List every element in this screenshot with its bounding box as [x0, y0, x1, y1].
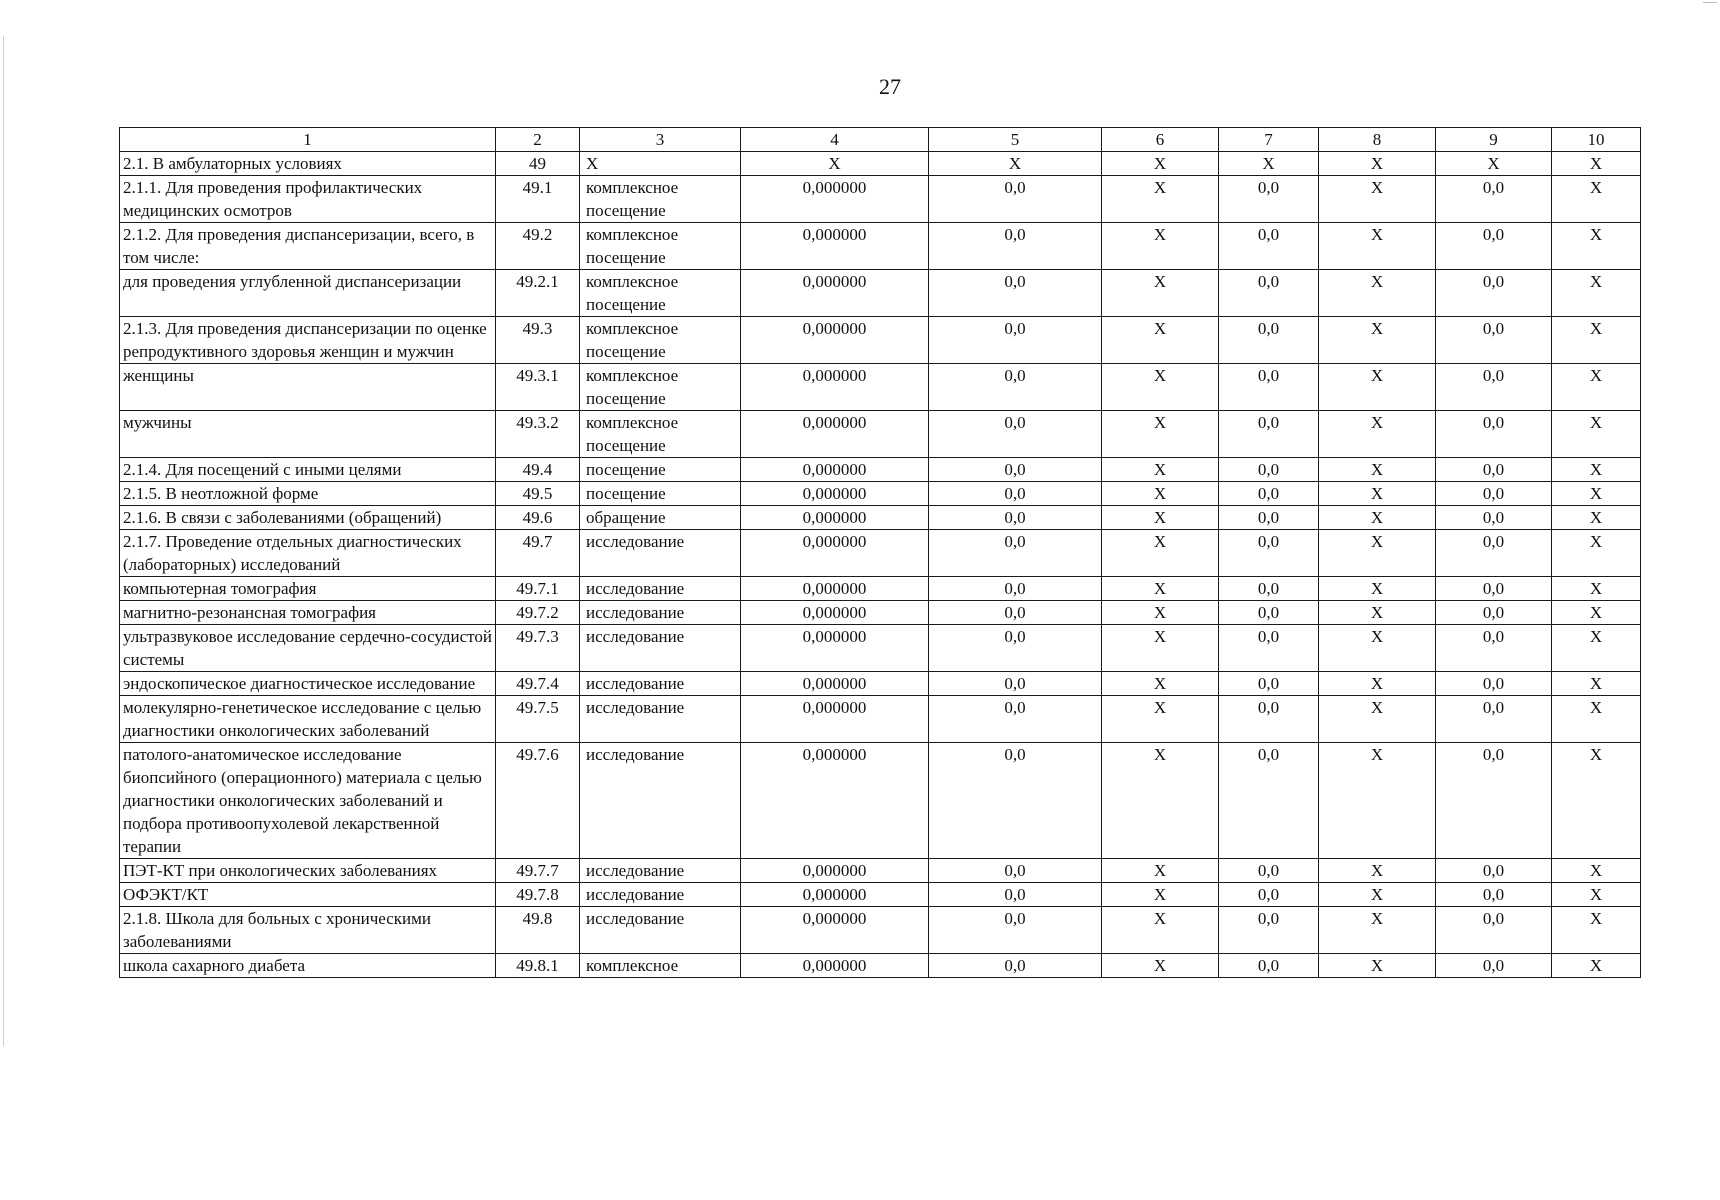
table-cell-col-2: 49.7.6 [496, 743, 580, 859]
table-cell-col-9: 0,0 [1436, 176, 1552, 223]
table-cell-col-3: посещение [580, 482, 741, 506]
table-cell-col-5: 0,0 [929, 364, 1102, 411]
table-cell-col-3: комплексное посещение [580, 176, 741, 223]
column-header: 8 [1319, 128, 1436, 152]
table-cell-col-6: Х [1102, 577, 1219, 601]
table-cell-col-8: Х [1319, 270, 1436, 317]
table-cell-col-7: 0,0 [1219, 907, 1319, 954]
table-cell-col-4: 0,000000 [741, 883, 929, 907]
table-cell-col-1: женщины [120, 364, 496, 411]
table-cell-col-3: исследование [580, 883, 741, 907]
table-cell-col-10: Х [1552, 364, 1641, 411]
table-cell-col-2: 49.7.3 [496, 625, 580, 672]
table-cell-col-6: Х [1102, 411, 1219, 458]
table-cell-col-3: исследование [580, 696, 741, 743]
table-cell-col-9: 0,0 [1436, 482, 1552, 506]
table-cell-col-7: 0,0 [1219, 954, 1319, 978]
table-cell-col-3: исследование [580, 577, 741, 601]
table-row [120, 672, 1641, 696]
table-cell-col-2: 49.3.2 [496, 411, 580, 458]
table-cell-col-6: Х [1102, 317, 1219, 364]
table-cell-col-1: патолого-анатомическое исследование биопсийного (операционного) материала с целью диагностики онкологических заболеваний и подбора противоопухолевой лекарственной терапии [120, 743, 496, 859]
table-cell-col-2: 49.8.1 [496, 954, 580, 978]
table-cell-col-3: комплексное посещение [580, 270, 741, 317]
table-cell-col-10: Х [1552, 506, 1641, 530]
table-cell-col-6: Х [1102, 859, 1219, 883]
table-cell-col-4: 0,000000 [741, 506, 929, 530]
table-cell-col-7: 0,0 [1219, 458, 1319, 482]
header-row [120, 128, 1641, 152]
table-cell-col-9: 0,0 [1436, 270, 1552, 317]
table-cell-col-3: исследование [580, 743, 741, 859]
table-cell-col-6: Х [1102, 625, 1219, 672]
table-cell-col-1: 2.1. В амбулаторных условиях [120, 152, 496, 176]
table-cell-col-5: 0,0 [929, 458, 1102, 482]
table-cell-col-3: Х [580, 152, 741, 176]
table-cell-col-10: Х [1552, 411, 1641, 458]
table-cell-col-10: Х [1552, 954, 1641, 978]
column-header: 6 [1102, 128, 1219, 152]
table-cell-col-4: 0,000000 [741, 411, 929, 458]
table-cell-col-5: 0,0 [929, 530, 1102, 577]
table-cell-col-4: 0,000000 [741, 364, 929, 411]
table-cell-col-9: 0,0 [1436, 458, 1552, 482]
table-cell-col-8: Х [1319, 458, 1436, 482]
table-cell-col-1: 2.1.5. В неотложной форме [120, 482, 496, 506]
table-cell-col-5: 0,0 [929, 223, 1102, 270]
table-cell-col-8: Х [1319, 907, 1436, 954]
column-header: 1 [120, 128, 496, 152]
table-cell-col-7: 0,0 [1219, 176, 1319, 223]
table-cell-col-10: Х [1552, 223, 1641, 270]
table-cell-col-10: Х [1552, 577, 1641, 601]
table-cell-col-6: Х [1102, 176, 1219, 223]
table-cell-col-6: Х [1102, 883, 1219, 907]
table-row [120, 364, 1641, 411]
table-cell-col-6: Х [1102, 458, 1219, 482]
table-cell-col-10: Х [1552, 482, 1641, 506]
table-cell-col-6: Х [1102, 954, 1219, 978]
table-cell-col-4: 0,000000 [741, 223, 929, 270]
column-header: 2 [496, 128, 580, 152]
table-cell-col-2: 49.7.2 [496, 601, 580, 625]
table-cell-col-5: 0,0 [929, 601, 1102, 625]
table-cell-col-10: Х [1552, 625, 1641, 672]
table-cell-col-5: 0,0 [929, 482, 1102, 506]
table-cell-col-1: 2.1.6. В связи с заболеваниями (обращений) [120, 506, 496, 530]
table-row [120, 270, 1641, 317]
table-cell-col-4: Х [741, 152, 929, 176]
table-row [120, 411, 1641, 458]
table-cell-col-1: для проведения углубленной диспансеризации [120, 270, 496, 317]
table-cell-col-10: Х [1552, 530, 1641, 577]
table-cell-col-9: 0,0 [1436, 883, 1552, 907]
table-cell-col-4: 0,000000 [741, 907, 929, 954]
table-cell-col-9: 0,0 [1436, 601, 1552, 625]
table-cell-col-6: Х [1102, 601, 1219, 625]
table-cell-col-9: 0,0 [1436, 859, 1552, 883]
table-cell-col-9: 0,0 [1436, 954, 1552, 978]
table-row [120, 176, 1641, 223]
table-cell-col-4: 0,000000 [741, 696, 929, 743]
table-cell-col-4: 0,000000 [741, 601, 929, 625]
table-cell-col-9: 0,0 [1436, 364, 1552, 411]
table-cell-col-2: 49 [496, 152, 580, 176]
table-cell-col-4: 0,000000 [741, 954, 929, 978]
table-cell-col-10: Х [1552, 458, 1641, 482]
table-cell-col-1: школа сахарного диабета [120, 954, 496, 978]
table-cell-col-2: 49.1 [496, 176, 580, 223]
table-cell-col-4: 0,000000 [741, 176, 929, 223]
table-cell-col-10: Х [1552, 176, 1641, 223]
table-cell-col-2: 49.3 [496, 317, 580, 364]
column-header: 4 [741, 128, 929, 152]
table-cell-col-3: исследование [580, 859, 741, 883]
table-cell-col-3: исследование [580, 672, 741, 696]
table-cell-col-10: Х [1552, 743, 1641, 859]
table-cell-col-7: 0,0 [1219, 625, 1319, 672]
table-cell-col-7: 0,0 [1219, 223, 1319, 270]
table-cell-col-1: 2.1.3. Для проведения диспансеризации по оценке репродуктивного здоровья женщин и мужчин [120, 317, 496, 364]
table-cell-col-9: 0,0 [1436, 577, 1552, 601]
table-cell-col-8: Х [1319, 743, 1436, 859]
table-cell-col-5: 0,0 [929, 954, 1102, 978]
table-cell-col-9: 0,0 [1436, 411, 1552, 458]
table-cell-col-7: 0,0 [1219, 530, 1319, 577]
table-cell-col-1: 2.1.8. Школа для больных с хроническими заболеваниями [120, 907, 496, 954]
table-cell-col-6: Х [1102, 223, 1219, 270]
table-row [120, 317, 1641, 364]
table-cell-col-8: Х [1319, 530, 1436, 577]
table-cell-col-8: Х [1319, 411, 1436, 458]
table-cell-col-1: 2.1.2. Для проведения диспансеризации, всего, в том числе: [120, 223, 496, 270]
table-row [120, 506, 1641, 530]
table-cell-col-5: 0,0 [929, 176, 1102, 223]
table-cell-col-1: эндоскопическое диагностическое исследование [120, 672, 496, 696]
table-row [120, 625, 1641, 672]
table-cell-col-9: Х [1436, 152, 1552, 176]
table-cell-col-8: Х [1319, 482, 1436, 506]
table-cell-col-7: 0,0 [1219, 696, 1319, 743]
table-cell-col-3: посещение [580, 458, 741, 482]
table-cell-col-3: комплексное посещение [580, 223, 741, 270]
table-cell-col-3: исследование [580, 625, 741, 672]
table-cell-col-6: Х [1102, 506, 1219, 530]
table-row [120, 601, 1641, 625]
table-cell-col-6: Х [1102, 743, 1219, 859]
table-cell-col-9: 0,0 [1436, 696, 1552, 743]
table-cell-col-1: компьютерная томография [120, 577, 496, 601]
table-cell-col-8: Х [1319, 625, 1436, 672]
table-cell-col-1: ПЭТ-КТ при онкологических заболеваниях [120, 859, 496, 883]
table-cell-col-8: Х [1319, 601, 1436, 625]
table-cell-col-7: 0,0 [1219, 317, 1319, 364]
column-header: 5 [929, 128, 1102, 152]
table-cell-col-6: Х [1102, 696, 1219, 743]
table-cell-col-5: 0,0 [929, 907, 1102, 954]
table-cell-col-5: 0,0 [929, 577, 1102, 601]
table-cell-col-8: Х [1319, 577, 1436, 601]
table-cell-col-10: Х [1552, 601, 1641, 625]
table-cell-col-5: 0,0 [929, 625, 1102, 672]
table-row [120, 152, 1641, 176]
table-cell-col-6: Х [1102, 270, 1219, 317]
table-cell-col-5: Х [929, 152, 1102, 176]
table-cell-col-8: Х [1319, 176, 1436, 223]
table-cell-col-10: Х [1552, 317, 1641, 364]
table-cell-col-2: 49.7.8 [496, 883, 580, 907]
data-table [119, 127, 1641, 978]
table-cell-col-4: 0,000000 [741, 859, 929, 883]
table-cell-col-7: 0,0 [1219, 364, 1319, 411]
table-cell-col-5: 0,0 [929, 317, 1102, 364]
table-cell-col-6: Х [1102, 482, 1219, 506]
table-row [120, 482, 1641, 506]
table-cell-col-4: 0,000000 [741, 577, 929, 601]
table-cell-col-3: комплексное посещение [580, 364, 741, 411]
table-cell-col-2: 49.7 [496, 530, 580, 577]
table-cell-col-9: 0,0 [1436, 506, 1552, 530]
table-cell-col-7: 0,0 [1219, 859, 1319, 883]
table-cell-col-3: комплексное посещение [580, 317, 741, 364]
table-cell-col-8: Х [1319, 859, 1436, 883]
column-header: 9 [1436, 128, 1552, 152]
table-cell-col-10: Х [1552, 907, 1641, 954]
table-cell-col-1: ОФЭКТ/КТ [120, 883, 496, 907]
table-cell-col-7: 0,0 [1219, 672, 1319, 696]
table-cell-col-1: ультразвуковое исследование сердечно-сосудистой системы [120, 625, 496, 672]
table-row [120, 743, 1641, 859]
table-cell-col-8: Х [1319, 152, 1436, 176]
table-cell-col-8: Х [1319, 954, 1436, 978]
table-cell-col-2: 49.7.5 [496, 696, 580, 743]
table-cell-col-2: 49.7.7 [496, 859, 580, 883]
table-cell-col-5: 0,0 [929, 672, 1102, 696]
table-row [120, 883, 1641, 907]
table-cell-col-10: Х [1552, 270, 1641, 317]
table-cell-col-3: комплексное посещение [580, 411, 741, 458]
table-cell-col-10: Х [1552, 859, 1641, 883]
table-cell-col-4: 0,000000 [741, 530, 929, 577]
table-cell-col-2: 49.8 [496, 907, 580, 954]
table-row [120, 458, 1641, 482]
table-cell-col-2: 49.2.1 [496, 270, 580, 317]
table-cell-col-6: Х [1102, 530, 1219, 577]
table-cell-col-1: 2.1.7. Проведение отдельных диагностических (лабораторных) исследований [120, 530, 496, 577]
table-cell-col-4: 0,000000 [741, 625, 929, 672]
table-cell-col-9: 0,0 [1436, 317, 1552, 364]
table-cell-col-6: Х [1102, 672, 1219, 696]
table-cell-col-7: 0,0 [1219, 506, 1319, 530]
table-cell-col-1: мужчины [120, 411, 496, 458]
table-cell-col-5: 0,0 [929, 743, 1102, 859]
table-cell-col-10: Х [1552, 152, 1641, 176]
table-cell-col-2: 49.5 [496, 482, 580, 506]
table-cell-col-9: 0,0 [1436, 530, 1552, 577]
table-cell-col-3: комплексное [580, 954, 741, 978]
table-cell-col-2: 49.7.4 [496, 672, 580, 696]
table-row [120, 696, 1641, 743]
column-header: 10 [1552, 128, 1641, 152]
table-row [120, 530, 1641, 577]
table-cell-col-7: 0,0 [1219, 411, 1319, 458]
table-cell-col-1: 2.1.4. Для посещений с иными целями [120, 458, 496, 482]
table-cell-col-7: 0,0 [1219, 743, 1319, 859]
table-cell-col-8: Х [1319, 364, 1436, 411]
table-row [120, 954, 1641, 978]
table-cell-col-4: 0,000000 [741, 270, 929, 317]
table-cell-col-3: исследование [580, 907, 741, 954]
table-cell-col-7: 0,0 [1219, 601, 1319, 625]
scan-edge-mark [1703, 2, 1717, 3]
table-cell-col-4: 0,000000 [741, 458, 929, 482]
table-cell-col-10: Х [1552, 672, 1641, 696]
table-cell-col-3: обращение [580, 506, 741, 530]
table-row [120, 223, 1641, 270]
column-header: 3 [580, 128, 741, 152]
table-cell-col-1: магнитно-резонансная томография [120, 601, 496, 625]
table-cell-col-9: 0,0 [1436, 672, 1552, 696]
table-cell-col-2: 49.4 [496, 458, 580, 482]
table-cell-col-5: 0,0 [929, 696, 1102, 743]
table-cell-col-7: Х [1219, 152, 1319, 176]
table-cell-col-2: 49.2 [496, 223, 580, 270]
table-cell-col-7: 0,0 [1219, 883, 1319, 907]
table-cell-col-2: 49.7.1 [496, 577, 580, 601]
table-cell-col-6: Х [1102, 364, 1219, 411]
page-number: 27 [879, 74, 901, 99]
column-header: 7 [1219, 128, 1319, 152]
table-cell-col-5: 0,0 [929, 859, 1102, 883]
table-cell-col-9: 0,0 [1436, 625, 1552, 672]
table-cell-col-9: 0,0 [1436, 223, 1552, 270]
table-cell-col-4: 0,000000 [741, 672, 929, 696]
table-cell-col-5: 0,0 [929, 411, 1102, 458]
table-cell-col-5: 0,0 [929, 883, 1102, 907]
scan-edge-line [3, 36, 4, 1046]
table-cell-col-9: 0,0 [1436, 907, 1552, 954]
table-cell-col-7: 0,0 [1219, 270, 1319, 317]
table-cell-col-6: Х [1102, 907, 1219, 954]
table-cell-col-2: 49.3.1 [496, 364, 580, 411]
table-cell-col-7: 0,0 [1219, 482, 1319, 506]
table-cell-col-1: 2.1.1. Для проведения профилактических медицинских осмотров [120, 176, 496, 223]
table-cell-col-8: Х [1319, 672, 1436, 696]
table-cell-col-9: 0,0 [1436, 743, 1552, 859]
table-cell-col-5: 0,0 [929, 506, 1102, 530]
table-cell-col-3: исследование [580, 601, 741, 625]
table-cell-col-4: 0,000000 [741, 743, 929, 859]
table-cell-col-8: Х [1319, 317, 1436, 364]
table-row [120, 907, 1641, 954]
table-cell-col-8: Х [1319, 506, 1436, 530]
table-cell-col-8: Х [1319, 883, 1436, 907]
table-cell-col-1: молекулярно-генетическое исследование с целью диагностики онкологических заболеваний [120, 696, 496, 743]
table-row [120, 859, 1641, 883]
table-cell-col-2: 49.6 [496, 506, 580, 530]
table-cell-col-7: 0,0 [1219, 577, 1319, 601]
table-row [120, 577, 1641, 601]
table-cell-col-4: 0,000000 [741, 317, 929, 364]
table-cell-col-4: 0,000000 [741, 482, 929, 506]
table-cell-col-10: Х [1552, 883, 1641, 907]
table-cell-col-3: исследование [580, 530, 741, 577]
table-cell-col-10: Х [1552, 696, 1641, 743]
table-cell-col-5: 0,0 [929, 270, 1102, 317]
table-cell-col-8: Х [1319, 696, 1436, 743]
table-cell-col-8: Х [1319, 223, 1436, 270]
table-cell-col-6: Х [1102, 152, 1219, 176]
